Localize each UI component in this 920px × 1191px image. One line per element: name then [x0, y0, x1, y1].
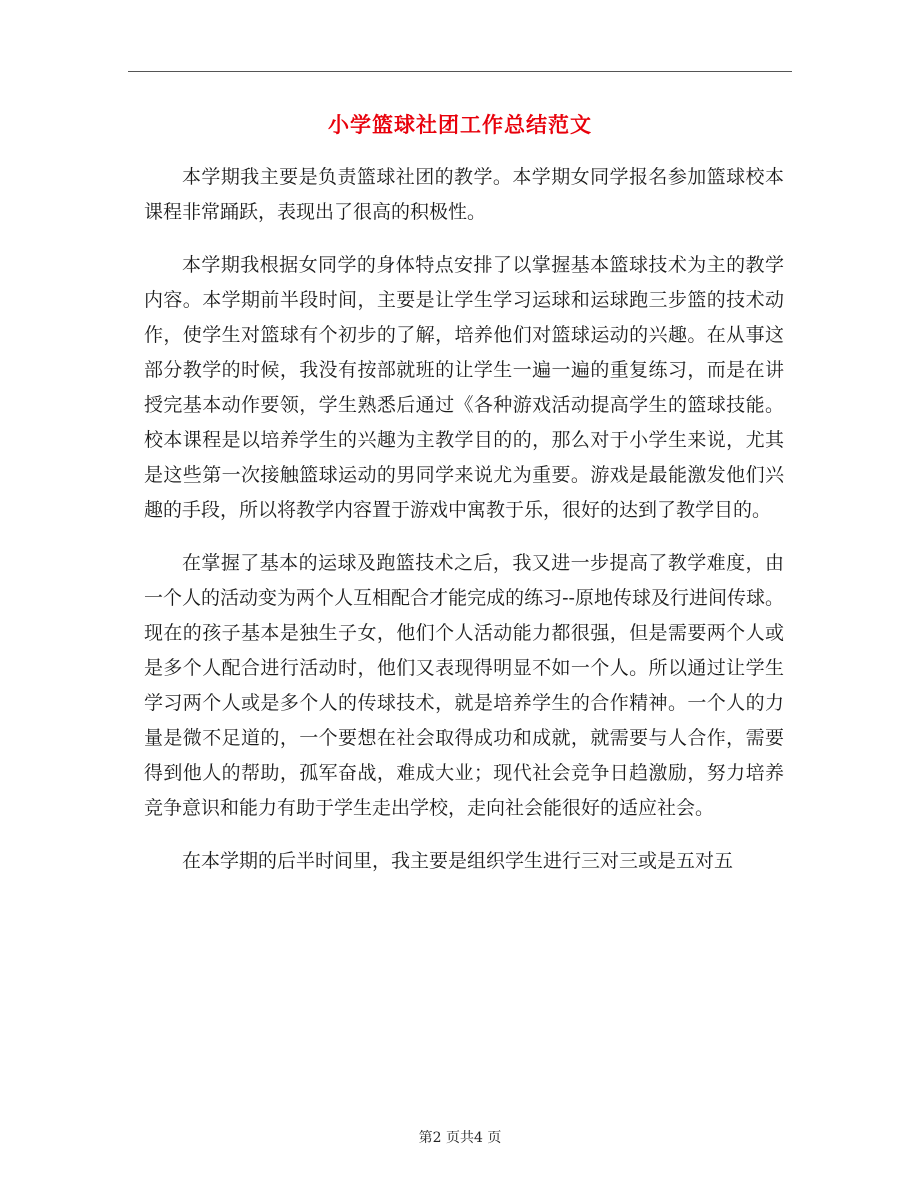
paragraph-1: 本学期我主要是负责篮球社团的教学。本学期女同学报名参加篮球校本课程非常踊跃，表现出了很高的积极性。	[144, 166, 784, 223]
document-title: 小学篮球社团工作总结范文	[328, 112, 592, 137]
page-number-footer: 第2 页共4 页	[418, 1130, 502, 1146]
document-body	[144, 160, 784, 897]
paragraph-4: 在本学期的后半时间里，我主要是组织学生进行三对三或是五对五	[182, 850, 734, 872]
paragraph-3: 在掌握了基本的运球及跑篮技术之后，我又进一步提高了教学难度，由一个人的活动变为两个人互相配合才能完成的练习--原地传球及行进间传球。现在的孩子基本是独生子女，他们个人活动能力都很强，但是需要两个人或是多个人配合进行活动时，他们又表现得明显不如一个人。所以通过让学生学习两个人或是多个人的传球技术，就是培养学生的合作精神。一个人的力量是微不足道的，一个要想在社会取得成功和成就，就需要与人合作，需要得到他人的帮助，孤军奋战，难成大业；现代社会竞争日趋激励，努力培养竞争意识和能力有助于学生走出学校，走向社会能很好的适应社会。	[144, 552, 784, 819]
paragraph-2: 本学期我根据女同学的身体特点安排了以掌握基本篮球技术为主的教学内容。本学期前半段时间，主要是让学生学习运球和运球跑三步篮的技术动作，使学生对篮球有个初步的了解，培养他们对篮球运动的兴趣。在从事这部分教学的时候，我没有按部就班的让学生一遍一遍的重复练习，而是在讲授完基本动作要领，学生熟悉后通过《各种游戏活动提高学生的篮球技能。校本课程是以培养学生的兴趣为主教学目的的，那么对于小学生来说，尤其是这些第一次接触篮球运动的男同学来说尤为重要。游戏是最能激发他们兴趣的手段，所以将教学内容置于游戏中寓教于乐，很好的达到了教学目的。	[144, 254, 784, 521]
header-rule	[128, 71, 792, 72]
